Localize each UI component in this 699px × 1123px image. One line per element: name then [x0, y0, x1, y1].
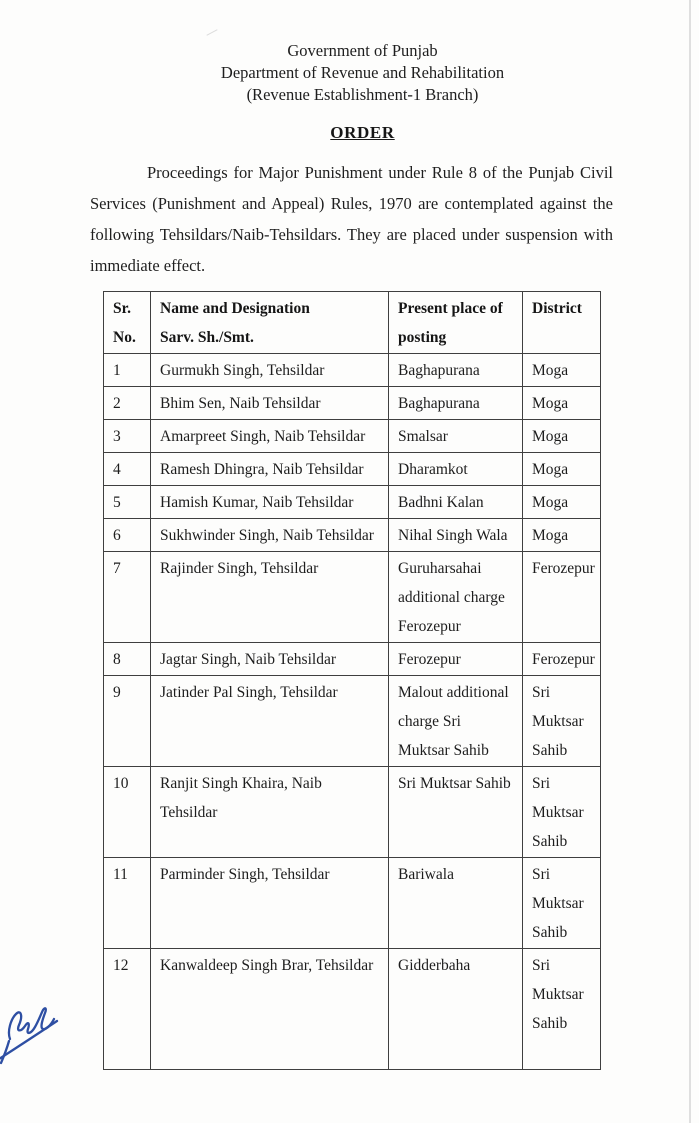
header-line-branch: (Revenue Establishment-1 Branch) — [246, 85, 479, 104]
table-row — [104, 420, 601, 453]
document-header — [90, 40, 613, 106]
cell-name: Kanwaldeep Singh Brar, Tehsildar — [151, 949, 389, 1070]
header-posting-line2: posting — [398, 329, 447, 346]
scan-edge-shadow — [689, 0, 691, 1123]
cell-district: Sri Muktsar Sahib — [523, 676, 601, 767]
header-line-department: Department of Revenue and Rehabilitation — [220, 63, 505, 82]
cell-name: Bhim Sen, Naib Tehsildar — [151, 387, 389, 420]
cell-posting: Malout additional charge Sri Muktsar Sahib — [389, 676, 523, 767]
cell-sr: 8 — [104, 643, 151, 676]
header-district-line1: District — [532, 300, 582, 317]
cell-sr: 7 — [104, 552, 151, 643]
cell-name: Jagtar Singh, Naib Tehsildar — [151, 643, 389, 676]
cell-sr: 5 — [104, 486, 151, 519]
cell-posting: Smalsar — [389, 420, 523, 453]
cell-posting: Gidderbaha — [389, 949, 523, 1070]
header-name-line1: Name and Designation — [160, 300, 310, 317]
document-content — [90, 40, 613, 1070]
cell-sr: 10 — [104, 767, 151, 858]
cell-posting: Baghapurana — [389, 387, 523, 420]
cell-district: Moga — [523, 387, 601, 420]
cell-posting: Nihal Singh Wala — [389, 519, 523, 552]
table-row — [104, 767, 601, 858]
cell-posting: Badhni Kalan — [389, 486, 523, 519]
order-title: ORDER — [330, 123, 395, 142]
cell-posting: Baghapurana — [389, 354, 523, 387]
cell-posting: Bariwala — [389, 858, 523, 949]
cell-district: Moga — [523, 519, 601, 552]
order-title-wrap — [90, 123, 613, 143]
cell-sr: 3 — [104, 420, 151, 453]
cell-name: Parminder Singh, Tehsildar — [151, 858, 389, 949]
cell-district: Sri Muktsar Sahib — [523, 767, 601, 858]
cell-name: Rajinder Singh, Tehsildar — [151, 552, 389, 643]
scan-artifact-mark — [206, 29, 217, 36]
header-cell-sr-no — [104, 292, 151, 354]
cell-district: Ferozepur — [523, 643, 601, 676]
cell-name: Jatinder Pal Singh, Tehsildar — [151, 676, 389, 767]
cell-district: Moga — [523, 486, 601, 519]
cell-sr: 4 — [104, 453, 151, 486]
table-row — [104, 676, 601, 767]
table-row — [104, 354, 601, 387]
cell-name: Hamish Kumar, Naib Tehsildar — [151, 486, 389, 519]
table-row — [104, 643, 601, 676]
cell-sr: 6 — [104, 519, 151, 552]
cell-district: Moga — [523, 354, 601, 387]
cell-name: Ranjit Singh Khaira, Naib Tehsildar — [151, 767, 389, 858]
table-row — [104, 453, 601, 486]
cell-sr: 2 — [104, 387, 151, 420]
header-posting-line1: Present place of — [398, 300, 503, 317]
cell-district: Sri Muktsar Sahib — [523, 858, 601, 949]
cell-sr: 1 — [104, 354, 151, 387]
cell-posting: Sri Muktsar Sahib — [389, 767, 523, 858]
table-row — [104, 552, 601, 643]
table-header-row — [104, 292, 601, 354]
cell-district: Sri Muktsar Sahib — [523, 949, 601, 1070]
header-cell-district — [523, 292, 601, 354]
table-row — [104, 486, 601, 519]
cell-sr: 9 — [104, 676, 151, 767]
cell-district: Moga — [523, 420, 601, 453]
body-paragraph: Proceedings for Major Punishment under Rule 8 of the Punjab Civil Services (Punishment and Appeal) Rules, 1970 are contemplated against the following Tehsildars/Naib-Tehsildars. They are placed under suspension with immediate effect. — [90, 163, 613, 275]
header-cell-name — [151, 292, 389, 354]
order-table-body — [104, 354, 601, 1070]
cell-sr: 12 — [104, 949, 151, 1070]
header-name-line2: Sarv. Sh./Smt. — [160, 329, 254, 346]
order-table — [103, 291, 601, 1070]
table-row — [104, 949, 601, 1070]
header-sr-line2: No. — [113, 329, 136, 346]
header-line-government: Government of Punjab — [287, 41, 438, 60]
handwritten-signature-icon — [0, 995, 83, 1075]
cell-posting: Ferozepur — [389, 643, 523, 676]
table-row — [104, 858, 601, 949]
cell-name: Sukhwinder Singh, Naib Tehsildar — [151, 519, 389, 552]
order-table-head — [104, 292, 601, 354]
cell-name: Gurmukh Singh, Tehsildar — [151, 354, 389, 387]
cell-district: Ferozepur — [523, 552, 601, 643]
cell-sr: 11 — [104, 858, 151, 949]
header-sr-line1: Sr. — [113, 300, 131, 317]
table-row — [104, 519, 601, 552]
cell-posting: Dharamkot — [389, 453, 523, 486]
header-cell-posting — [389, 292, 523, 354]
cell-posting: Guruharsahai additional charge Ferozepur — [389, 552, 523, 643]
table-row — [104, 387, 601, 420]
cell-name: Amarpreet Singh, Naib Tehsildar — [151, 420, 389, 453]
cell-district: Moga — [523, 453, 601, 486]
cell-name: Ramesh Dhingra, Naib Tehsildar — [151, 453, 389, 486]
